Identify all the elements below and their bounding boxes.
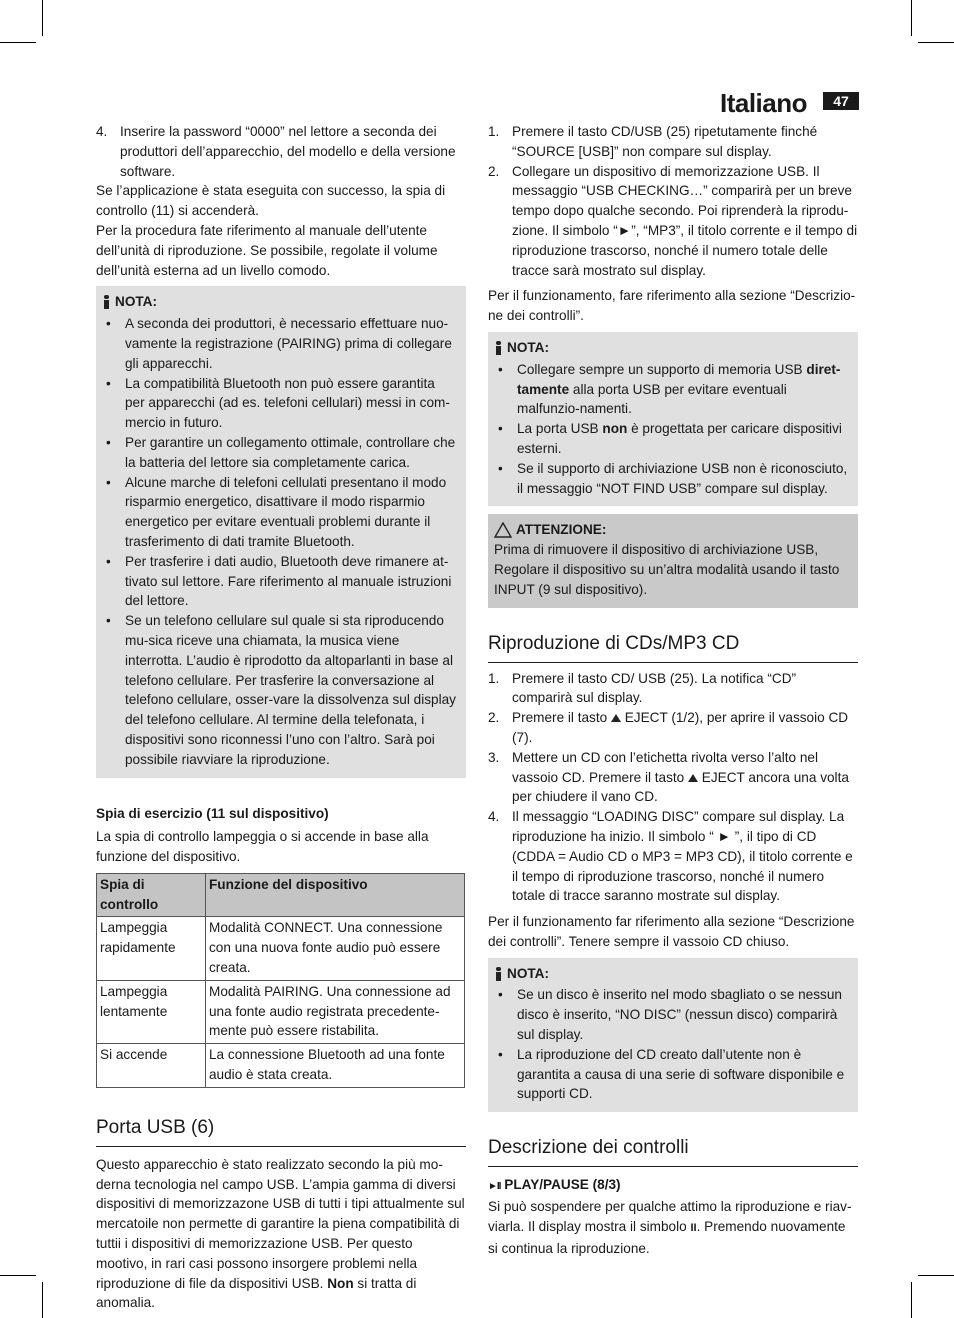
- subsection-title: Spia di esercizio (11 sul dispositivo): [96, 805, 329, 821]
- crop-mark: [0, 1275, 36, 1276]
- step-item: [96, 122, 466, 181]
- pairing-steps: [96, 122, 466, 181]
- page-language-title: Italiano: [719, 88, 807, 118]
- note-item: • A seconda dei produttori, è necessario effettuare nuo-vamente la registrazione (PAIRING) prima di collegare gli apparecchi.: [102, 314, 458, 373]
- paragraph: Per il funzionamento, fare riferimento alla sezione “Descrizio-ne dei controlli”.: [488, 288, 856, 324]
- left-column: [96, 122, 466, 1313]
- note-item: [494, 360, 850, 419]
- warning-title: [494, 520, 850, 540]
- cd-steps: [488, 669, 858, 907]
- crop-mark: [918, 42, 954, 43]
- note-item: • Se il supporto di archiviazione USB non è riconosciuto, il messaggio “NOT FIND USB” compare sul display.: [494, 459, 850, 499]
- step-text: EJECT (1/2), per aprire il vassoio CD (7).: [512, 710, 849, 745]
- paragraph: [96, 1155, 466, 1313]
- step-number: 4.: [488, 809, 500, 825]
- step-text: Premere il tasto CD/ USB (25). La notifica “CD” comparirà sul display.: [512, 670, 797, 706]
- step-item: [488, 122, 858, 162]
- step-item: [488, 162, 858, 281]
- note-list: [494, 360, 850, 499]
- note-title-label: NOTA:: [507, 965, 550, 981]
- table-cell: Lampeggia rapidamente: [97, 917, 206, 980]
- note-item: • Per trasferire i dati audio, Bluetooth deve rimanere at-tivato sul lettore. Fare riferimento al manuale istruzioni del lettore.: [102, 552, 458, 611]
- note-text: La porta USB: [517, 421, 603, 437]
- note-title-label: NOTA:: [115, 294, 158, 310]
- play-pause-icon: ►II: [488, 1181, 501, 1193]
- note-title: [494, 964, 850, 984]
- step-text: Mettere un CD con l’etichetta rivolta verso l’alto nel vassoio CD. Premere il tasto: [512, 749, 818, 785]
- usb-text: Questo apparecchio è stato realizzato secondo la più mo-derna tecnologia nel campo USB. L’ampia gamma di diversi dispositivi di memorizzazone USB di tutti i tipi attualmente sul mercatoile non permette di garantire la piena compatibilità di tuttii i dispositivi di memorizzazione USB. Per questo mootivo, in rari casi possono insorgere problemi nella riproduzione di file da dispositivi USB.: [96, 1156, 465, 1291]
- section-heading: Descrizione dei controlli: [488, 1136, 858, 1167]
- page-number: 47: [823, 92, 859, 110]
- table-cell: Lampeggia lentamente: [97, 980, 206, 1043]
- info-icon: [494, 967, 503, 981]
- warning-title-label: ATTENZIONE:: [516, 522, 607, 538]
- crop-mark: [911, 1282, 912, 1318]
- note-item: • La compatibilità Bluetooth non può essere garantita per apparecchi (ad es. telefoni cellulari) messi in com-mercio in futuro.: [102, 374, 458, 433]
- note-item: • Se un disco è inserito nel modo sbagliato o se nessun disco è inserito, “NO DISC” (nessun disco) comparirà sul display.: [494, 985, 850, 1044]
- note-box: [488, 332, 858, 506]
- paragraph: La spia di controllo lampeggia o si accende in base alla funzione del dispositivo.: [96, 829, 429, 865]
- step-item: [488, 748, 858, 807]
- section-heading: Riproduzione di CDs/MP3 CD: [488, 632, 858, 663]
- warning-text: Prima di rimuovere il dispositivo di archiviazione USB, Regolare il dispositivo su un’altra modalità usando il tasto INPUT (9 sul dispositivo).: [494, 542, 840, 597]
- note-bold: diret-tamente: [517, 361, 841, 397]
- step-text: Inserire la password “0000” nel lettore a seconda dei produttori dell’apparecchio, del modello e della versione software.: [120, 124, 456, 179]
- table-row: [97, 1044, 465, 1088]
- pause-icon: II: [690, 1221, 697, 1234]
- section-heading: Porta USB (6): [96, 1116, 466, 1147]
- warning-icon: [494, 522, 512, 538]
- control-text: Si può sospendere per qualche attimo la riproduzione e riav-viarla. Il display mostra il simbolo: [488, 1199, 852, 1234]
- note-box: [96, 286, 466, 777]
- eject-icon: [611, 714, 621, 722]
- crop-mark: [918, 1275, 954, 1276]
- step-number: 2.: [488, 710, 500, 726]
- status-table: [96, 873, 465, 1088]
- crop-mark: [42, 1282, 43, 1318]
- note-text: alla porta USB per evitare eventuali malfunzio-namenti.: [517, 381, 787, 417]
- crop-mark: [42, 0, 43, 36]
- crop-mark: [911, 0, 912, 36]
- control-text: . Premendo nuovamente si continua la riproduzione.: [488, 1218, 846, 1256]
- note-text: è progettata per caricare dispositivi esterni.: [517, 421, 842, 456]
- table-header-row: [97, 873, 465, 917]
- paragraph: Per il funzionamento far riferimento alla sezione “Descrizione dei controlli”. Tenere sempre il vassoio CD chiuso.: [488, 914, 855, 949]
- step-item: [488, 669, 858, 709]
- step-number: 1.: [488, 670, 500, 686]
- step-number: 2.: [488, 163, 500, 179]
- crop-mark: [0, 42, 36, 43]
- info-icon: [494, 341, 503, 355]
- step-text: Premere il tasto CD/USB (25) ripetutamente finché “SOURCE [USB]” non compare sul display.: [512, 124, 818, 159]
- paragraph: Se l’applicazione è stata eseguita con successo, la spia di controllo (11) si accenderà.: [96, 183, 446, 219]
- note-list: [494, 985, 850, 1104]
- table-row: [97, 980, 465, 1043]
- step-item: [488, 807, 858, 906]
- note-text: Collegare sempre un supporto di memoria USB: [517, 361, 807, 377]
- table-header: Spia di controllo: [97, 873, 206, 917]
- table-row: [97, 917, 465, 980]
- paragraph: Per la procedura fate riferimento al manuale dell’utente dell’unità di riproduzione. Se possibile, regolate il volume dell’unità esterna ad un livello comodo.: [96, 222, 438, 278]
- note-item: • Per garantire un collegamento ottimale, controllare che la batteria del lettore sia completamente carica.: [102, 433, 458, 473]
- usb-tail: si tratta di anomalia.: [96, 1275, 417, 1311]
- right-column: [488, 122, 858, 1258]
- note-title: [494, 338, 850, 358]
- table-cell: Modalità CONNECT. Una connessione con una nuova fonte audio può essere creata.: [206, 917, 465, 980]
- info-icon: [102, 295, 111, 309]
- usb-bold: Non: [327, 1275, 354, 1291]
- page-header: [719, 88, 859, 122]
- step-text: Premere il tasto: [512, 710, 611, 726]
- step-item: [488, 708, 858, 748]
- note-list: [102, 314, 458, 769]
- eject-icon: [688, 774, 698, 782]
- control-title: [488, 1175, 858, 1197]
- note-item: • Se un telefono cellulare sul quale si sta riproducendo mu-sica riceve una chiamata, la musica viene interrotta. L’audio è riprodotto da altoparlanti in base al telefono cellulare. Per trasferire la conversazione al telefono cellulare, osser-vare la dissolvenza sul display del telefono cellulare. Al termine della telefonata, i dispositivi sono riconnessi l’uno con l’altro. Sarà poi possibile riavviare la riproduzione.: [102, 611, 458, 769]
- step-number: 4.: [96, 124, 108, 139]
- note-bold: non: [602, 421, 628, 437]
- paragraph: [488, 1197, 858, 1258]
- note-item: [494, 419, 850, 459]
- table-cell: Modalità PAIRING. Una connessione ad una fonte audio registrata precedente-mente può essere ristabilita.: [206, 980, 465, 1043]
- table-cell: Si accende: [97, 1044, 206, 1088]
- step-text: EJECT ancora una volta per chiudere il vano CD.: [512, 769, 849, 805]
- step-text: Il messaggio “LOADING DISC” compare sul display. La riproduzione ha inizio. Il simbolo “ ► ”, il tipo di CD (CDDA = Audio CD o MP3 = MP3 CD), il titolo corrente e il tempo di riproduzione trascorso, nonché il numero totale di tracce saranno mostrate sul display.: [512, 809, 853, 904]
- usb-steps: [488, 122, 858, 280]
- table-cell: La connessione Bluetooth ad una fonte audio è stata creata.: [206, 1044, 465, 1088]
- step-number: 1.: [488, 124, 500, 139]
- note-item: • Alcune marche di telefoni cellulati presentano il modo risparmio energetico, disattivare il modo risparmio energetico per evitare eventuali problemi durante il trasferimento di dati tramite Bluetooth.: [102, 473, 458, 552]
- step-number: 3.: [488, 749, 500, 765]
- step-text: Collegare un dispositivo di memorizzazione USB. Il messaggio “USB CHECKING…” comparirà per un breve tempo dopo qualche secondo. Poi riprenderà la riprodu-zione. Il simbolo “►”, “MP3”, il titolo corrente e il tempo di riproduzione trascorso, nonché il numero totale delle tracce sarà mostrato sul display.: [512, 163, 858, 278]
- note-item: • La riproduzione del CD creato dall’utente non è garantita a causa di una serie di software disponibile e supporti CD.: [494, 1045, 850, 1104]
- note-title-label: NOTA:: [507, 339, 550, 355]
- note-title: [102, 292, 458, 312]
- table-header: Funzione del dispositivo: [206, 873, 465, 917]
- note-box: [488, 958, 858, 1113]
- control-label: PLAY/PAUSE (8/3): [504, 1177, 621, 1193]
- warning-box: [488, 514, 858, 607]
